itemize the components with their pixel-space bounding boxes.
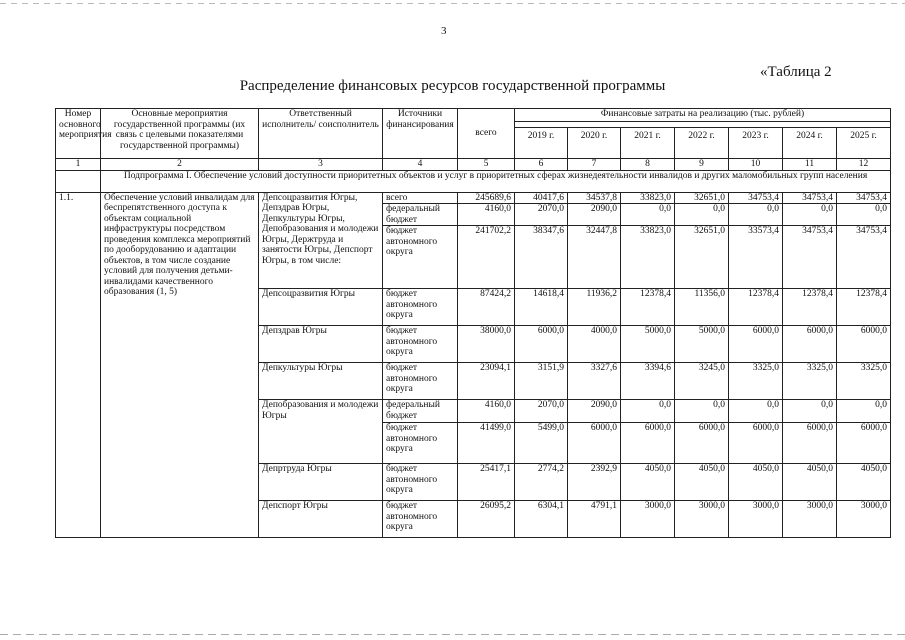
header-col-sources: Источники финансирования xyxy=(383,109,458,159)
executor-cell: Депкультуры Югры xyxy=(259,363,383,400)
value-cell: 5000,0 xyxy=(621,326,675,363)
value-cell: 0,0 xyxy=(675,204,729,226)
value-cell: 0,0 xyxy=(729,204,783,226)
header-col-number: Номер основного мероприятия xyxy=(56,109,101,159)
value-cell: 245689,6 xyxy=(458,192,515,204)
executor-cell: Депобразования и молодежи Югры xyxy=(259,400,383,464)
table-row xyxy=(56,192,891,204)
value-cell: 3000,0 xyxy=(837,501,891,538)
column-number: 9 xyxy=(675,159,729,171)
value-cell: 2392,9 xyxy=(568,464,621,501)
value-cell: 4160,0 xyxy=(458,400,515,423)
value-cell: 32447,8 xyxy=(568,226,621,289)
column-number: 2 xyxy=(101,159,259,171)
finance-table xyxy=(55,108,891,538)
header-year: 2019 г. xyxy=(515,128,568,159)
value-cell: 6000,0 xyxy=(729,423,783,464)
value-cell: 41499,0 xyxy=(458,423,515,464)
value-cell: 3151,9 xyxy=(515,363,568,400)
page-title: Распределение финансовых ресурсов государственной программы xyxy=(239,78,666,94)
value-cell: 5499,0 xyxy=(515,423,568,464)
source-cell: всего xyxy=(383,192,458,204)
executor-cell: Депздрав Югры xyxy=(259,326,383,363)
scan-artifact-bottom xyxy=(0,634,905,635)
header-year: 2024 г. xyxy=(783,128,837,159)
value-cell: 3000,0 xyxy=(621,501,675,538)
value-cell: 6000,0 xyxy=(729,326,783,363)
header-year: 2023 г. xyxy=(729,128,783,159)
value-cell: 25417,1 xyxy=(458,464,515,501)
value-cell: 40417,6 xyxy=(515,192,568,204)
value-cell: 12378,4 xyxy=(837,289,891,326)
header-col-total: всего xyxy=(458,109,515,159)
executor-cell: Депртруда Югры xyxy=(259,464,383,501)
header-year: 2025 г. xyxy=(837,128,891,159)
value-cell: 34537,8 xyxy=(568,192,621,204)
value-cell: 0,0 xyxy=(621,204,675,226)
value-cell: 4050,0 xyxy=(621,464,675,501)
value-cell: 3325,0 xyxy=(783,363,837,400)
value-cell: 6000,0 xyxy=(783,326,837,363)
executor-cell: Депсоцразвития Югры xyxy=(259,289,383,326)
value-cell: 6000,0 xyxy=(675,423,729,464)
header-year: 2022 г. xyxy=(675,128,729,159)
value-cell: 33823,0 xyxy=(621,226,675,289)
value-cell: 0,0 xyxy=(675,400,729,423)
value-cell: 4050,0 xyxy=(783,464,837,501)
value-cell: 34753,4 xyxy=(729,192,783,204)
value-cell: 6304,1 xyxy=(515,501,568,538)
executor-cell: Депспорт Югры xyxy=(259,501,383,538)
value-cell: 34753,4 xyxy=(783,226,837,289)
column-number: 11 xyxy=(783,159,837,171)
value-cell: 4000,0 xyxy=(568,326,621,363)
header-col-executor: Ответственный исполнитель/ соисполнитель xyxy=(259,109,383,159)
table-body xyxy=(56,192,891,538)
value-cell: 38347,6 xyxy=(515,226,568,289)
column-numbers-row xyxy=(56,159,891,171)
measure-name: Обеспечение условий инвалидам для беспрепятственного доступа к объектам социальной инфраструктуры посредством проведения комплекса мероприятий по дооборудованию и адаптации объектов, в том числе создание условий для получения детьми-инвалидами качественного образования (1, 5) xyxy=(101,192,259,538)
value-cell: 5000,0 xyxy=(675,326,729,363)
value-cell: 2070,0 xyxy=(515,400,568,423)
column-number: 5 xyxy=(458,159,515,171)
value-cell: 11936,2 xyxy=(568,289,621,326)
column-number: 3 xyxy=(259,159,383,171)
value-cell: 38000,0 xyxy=(458,326,515,363)
value-cell: 0,0 xyxy=(621,400,675,423)
value-cell: 4050,0 xyxy=(729,464,783,501)
column-number: 12 xyxy=(837,159,891,171)
value-cell: 4791,1 xyxy=(568,501,621,538)
value-cell: 0,0 xyxy=(729,400,783,423)
page-number: 3 xyxy=(441,25,447,37)
value-cell: 3000,0 xyxy=(675,501,729,538)
value-cell: 14618,4 xyxy=(515,289,568,326)
value-cell: 6000,0 xyxy=(515,326,568,363)
column-number: 7 xyxy=(568,159,621,171)
value-cell: 6000,0 xyxy=(783,423,837,464)
column-number: 1 xyxy=(56,159,101,171)
source-cell: бюджет автономного округа xyxy=(383,423,458,464)
value-cell: 6000,0 xyxy=(568,423,621,464)
value-cell: 3327,6 xyxy=(568,363,621,400)
value-cell: 32651,0 xyxy=(675,192,729,204)
value-cell: 34753,4 xyxy=(783,192,837,204)
column-number: 8 xyxy=(621,159,675,171)
value-cell: 0,0 xyxy=(837,400,891,423)
value-cell: 3245,0 xyxy=(675,363,729,400)
value-cell: 87424,2 xyxy=(458,289,515,326)
column-number: 10 xyxy=(729,159,783,171)
executor-main: Депсоцразвития Югры, Депздрав Югры, Депкультуры Югры, Депобразования и молодежи Югры, Держтруда и занятости Югры, Депспорт Югры, в том числе: xyxy=(259,192,383,289)
source-cell: бюджет автономного округа xyxy=(383,226,458,289)
value-cell: 23094,1 xyxy=(458,363,515,400)
value-cell: 0,0 xyxy=(783,400,837,423)
value-cell: 6000,0 xyxy=(837,423,891,464)
source-cell: бюджет автономного округа xyxy=(383,326,458,363)
scan-artifact-top xyxy=(0,3,905,4)
value-cell: 6000,0 xyxy=(621,423,675,464)
table-label: «Таблица 2 xyxy=(760,64,832,80)
value-cell: 2070,0 xyxy=(515,204,568,226)
value-cell: 4050,0 xyxy=(837,464,891,501)
source-cell: бюджет автономного округа xyxy=(383,363,458,400)
value-cell: 33823,0 xyxy=(621,192,675,204)
value-cell: 3325,0 xyxy=(837,363,891,400)
value-cell: 4160,0 xyxy=(458,204,515,226)
value-cell: 4050,0 xyxy=(675,464,729,501)
value-cell: 2090,0 xyxy=(568,400,621,423)
source-cell: бюджет автономного округа xyxy=(383,289,458,326)
value-cell: 0,0 xyxy=(837,204,891,226)
header-year: 2020 г. xyxy=(568,128,621,159)
value-cell: 26095,2 xyxy=(458,501,515,538)
value-cell: 3325,0 xyxy=(729,363,783,400)
header-col-measures: Основные мероприятия государственной программы (их связь с целевыми показателями государственной программы) xyxy=(101,109,259,159)
source-cell: федеральный бюджет xyxy=(383,400,458,423)
source-cell: федеральный бюджет xyxy=(383,204,458,226)
column-number: 4 xyxy=(383,159,458,171)
value-cell: 241702,2 xyxy=(458,226,515,289)
value-cell: 32651,0 xyxy=(675,226,729,289)
value-cell: 3000,0 xyxy=(783,501,837,538)
value-cell: 34753,4 xyxy=(837,226,891,289)
value-cell: 2090,0 xyxy=(568,204,621,226)
value-cell: 12378,4 xyxy=(783,289,837,326)
header-financial-costs: Финансовые затраты на реализацию (тыс. рублей) xyxy=(515,109,891,122)
value-cell: 0,0 xyxy=(783,204,837,226)
value-cell: 33573,4 xyxy=(729,226,783,289)
value-cell: 2774,2 xyxy=(515,464,568,501)
column-number: 6 xyxy=(515,159,568,171)
value-cell: 11356,0 xyxy=(675,289,729,326)
subprogram-title: Подпрограмма I. Обеспечение условий доступности приоритетных объектов и услуг в приоритетных сферах жизнедеятельности инвалидов и других маломобильных групп населения xyxy=(101,170,891,192)
source-cell: бюджет автономного округа xyxy=(383,464,458,501)
value-cell: 6000,0 xyxy=(837,326,891,363)
header-year: 2021 г. xyxy=(621,128,675,159)
value-cell: 34753,4 xyxy=(837,192,891,204)
value-cell: 12378,4 xyxy=(729,289,783,326)
measure-number: 1.1. xyxy=(56,192,101,538)
value-cell: 12378,4 xyxy=(621,289,675,326)
value-cell: 3000,0 xyxy=(729,501,783,538)
value-cell: 3394,6 xyxy=(621,363,675,400)
source-cell: бюджет автономного округа xyxy=(383,501,458,538)
